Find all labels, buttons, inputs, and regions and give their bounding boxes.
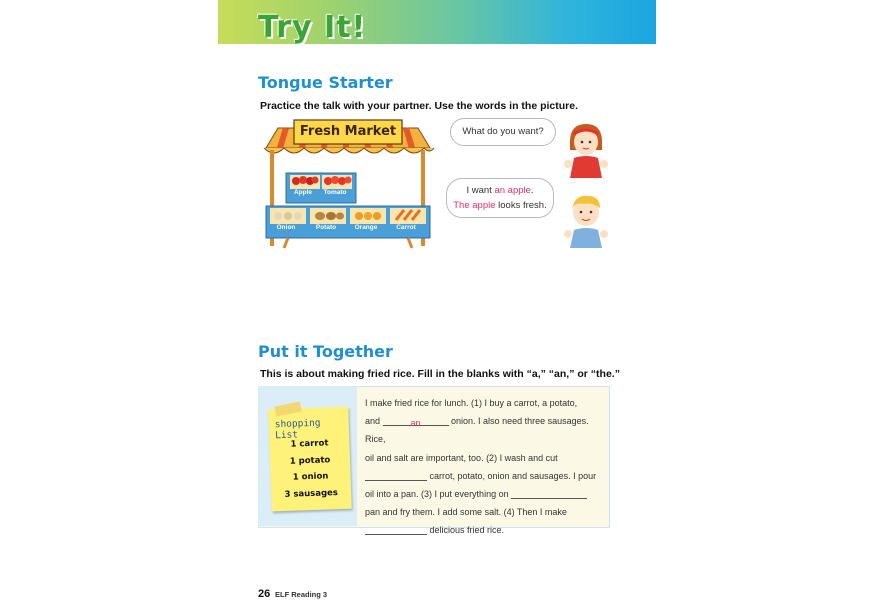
shopping-item: 1 onion xyxy=(292,471,329,483)
speech-bubble-girl xyxy=(450,118,556,146)
shopping-list-note xyxy=(268,407,352,512)
bubble-girl-text: What do you want? xyxy=(462,126,544,137)
story-line xyxy=(365,485,597,503)
stall-label-carrot: Carrot xyxy=(396,224,416,231)
blank-3[interactable] xyxy=(511,487,587,499)
shopping-item: 3 sausages xyxy=(284,487,339,500)
blank-2[interactable] xyxy=(365,469,427,481)
shopping-item: 1 potato xyxy=(289,454,331,467)
story-line: pan and fry them. I add some salt. (4) Then I make xyxy=(365,507,567,518)
book-title: ELF Reading 3 xyxy=(275,590,328,599)
bubble-boy-text-b: . xyxy=(530,185,534,196)
boy-avatar xyxy=(562,190,610,248)
story-text: onion. I also need three sausages. Rice, xyxy=(365,416,589,445)
story-line: I make fried rice for lunch. (1) I buy a carrot, a potato, xyxy=(365,398,578,408)
fried-rice-story xyxy=(365,394,597,540)
shopping-item: 1 carrot xyxy=(290,438,329,450)
shopping-list-title: shopping List xyxy=(274,417,321,442)
story-line xyxy=(365,467,597,485)
page-number: 26 xyxy=(258,588,271,600)
put-together-instruction: This is about making fried rice. Fill in the blanks with “a,” “an,” or “the.” xyxy=(260,368,620,380)
put-together-title: Put it Together xyxy=(258,342,393,361)
story-line xyxy=(365,521,597,539)
bubble-boy-highlight-1: an apple xyxy=(494,185,531,196)
story-text: carrot, potato, onion and sausages. I pour xyxy=(427,470,597,481)
bubble-boy-highlight-2: The apple xyxy=(453,200,496,211)
story-text: oil into a pan. (3) I put everything on xyxy=(365,489,512,500)
story-line xyxy=(365,412,597,448)
stall-label-tomato: Tomato xyxy=(323,189,347,196)
blank-1-answer: an xyxy=(410,418,421,429)
story-line: oil and salt are important, too. (2) I wash and cut xyxy=(365,452,558,463)
story-text: and xyxy=(365,416,383,427)
bubble-boy-text-c: looks fresh. xyxy=(495,200,547,211)
tongue-starter-title: Tongue Starter xyxy=(258,73,393,92)
bubble-boy-text-a: I want xyxy=(466,185,495,196)
stall-label-apple: Apple xyxy=(293,189,313,196)
speech-bubble-boy xyxy=(446,178,554,218)
story-text: delicious fried rice. xyxy=(427,525,505,536)
girl-avatar xyxy=(562,120,610,178)
stall-label-onion: Onion xyxy=(276,224,296,231)
page-title: Try It! xyxy=(258,10,367,45)
tongue-starter-instruction: Practice the talk with your partner. Use the words in the picture. xyxy=(260,100,578,112)
stall-label-orange: Orange xyxy=(354,224,378,231)
market-sign: Fresh Market xyxy=(299,124,397,139)
blank-4[interactable] xyxy=(365,523,427,535)
stall-label-potato: Potato xyxy=(315,224,337,231)
blank-1[interactable] xyxy=(383,414,449,429)
